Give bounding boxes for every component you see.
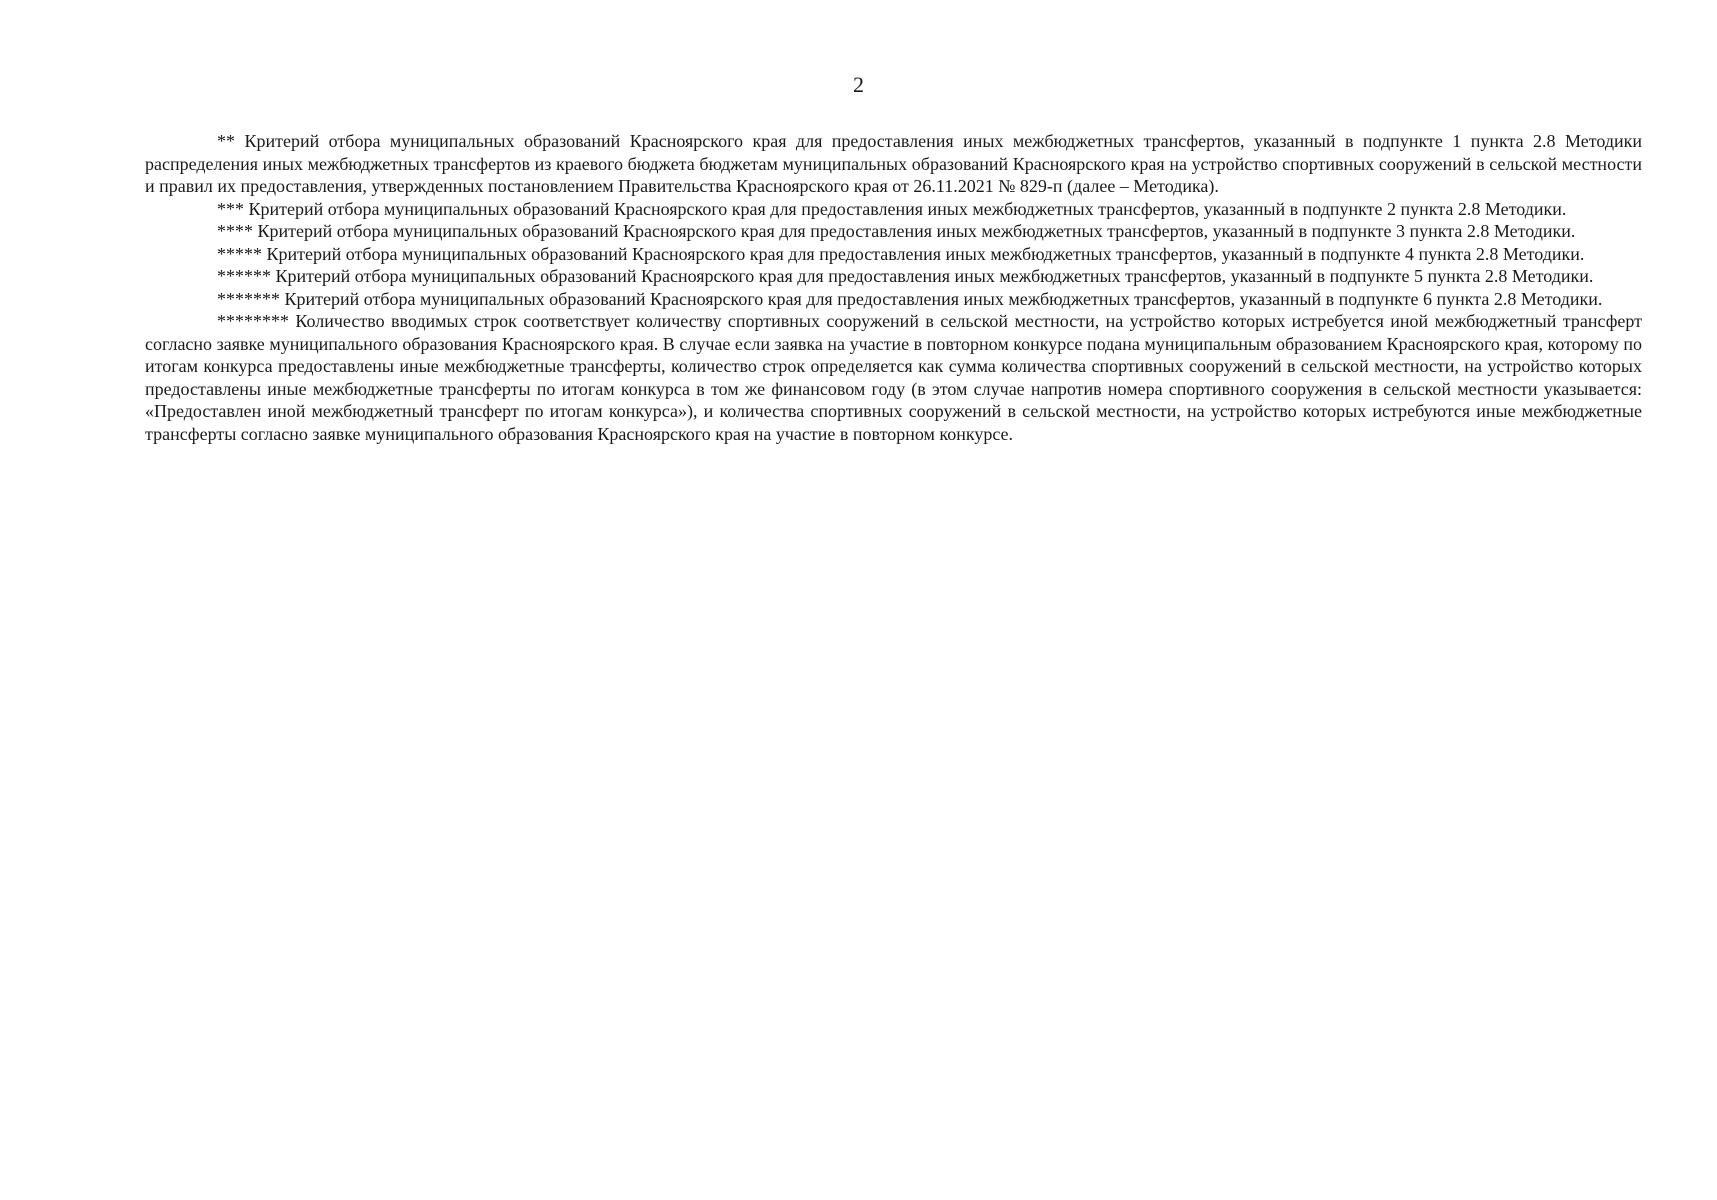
footnote-3-asterisks: *** Критерий отбора муниципальных образований Красноярского края для предоставления иных межбюджетных трансфертов, указанный в подпункте 2 пункта 2.8 Методики. (217, 198, 1567, 219)
footnote-2-asterisks: ** Критерий отбора муниципальных образований Красноярского края для предоставления иных межбюджетных трансфертов, указанный в подпункте 1 пункта 2.8 Методики распределения иных межбюджетных трансфертов из краевого бюджета бюджетам муниципальных образований Красноярского края на устройство спортивных сооружений в сельской местности и правил их предоставления, утвержденных постановлением Правительства Красноярского края от 26.11.2021 № 829-п (далее – Методика). (145, 131, 1642, 196)
footnotes (145, 130, 1642, 445)
footnote-7-asterisks: ******* Критерий отбора муниципальных образований Красноярского края для предоставления иных межбюджетных трансфертов, указанный в подпункте 6 пункта 2.8 Методики. (217, 288, 1603, 309)
footnote-8-asterisks: ******** Количество вводимых строк соответствует количеству спортивных сооружений в сельской местности, на устройство которых истребуется иной межбюджетный трансферт согласно заявке муниципального образования Красноярского края. В случае если заявка на участие в повторном конкурсе подана муниципальным образованием Красноярского края, которому по итогам конкурса предоставлены иные межбюджетные трансферты, количество строк определяется как сумма количества спортивных сооружений в сельской местности, на устройство которых предоставлены иные межбюджетные трансферты по итогам конкурса в том же финансовом году (в этом случае напротив номера спортивного сооружения в сельской местности указывается: «Предоставлен иной межбюджетный трансферт по итогам конкурса»), и количества спортивных сооружений в сельской местности, на устройство которых истребуются иные межбюджетные трансферты согласно заявке муниципального образования Красноярского края на участие в повторном конкурсе. (145, 311, 1642, 444)
footnote-6-asterisks: ****** Критерий отбора муниципальных образований Красноярского края для предоставления иных межбюджетных трансфертов, указанный в подпункте 5 пункта 2.8 Методики. (217, 266, 1594, 286)
footnote-5-asterisks: ***** Критерий отбора муниципальных образований Красноярского края для предоставления иных межбюджетных трансфертов, указанный в подпункте 4 пункта 2.8 Методики. (217, 243, 1585, 264)
page-number: 2 (853, 72, 864, 97)
footnote-4-asterisks: **** Критерий отбора муниципальных образований Красноярского края для предоставления иных межбюджетных трансфертов, указанный в подпункте 3 пункта 2.8 Методики. (217, 221, 1576, 241)
